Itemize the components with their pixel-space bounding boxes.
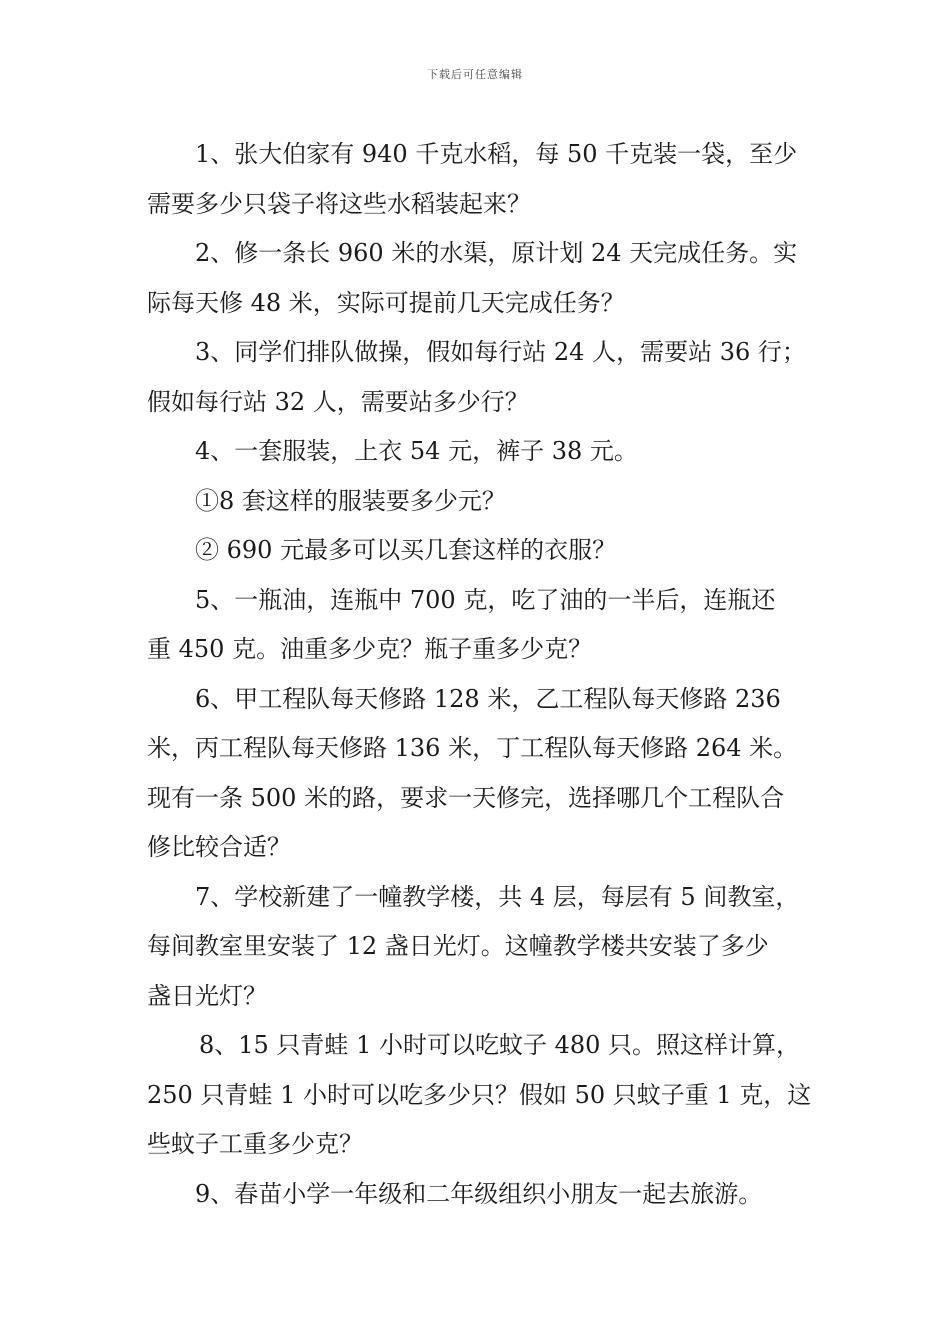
problem-6-line-1: 6、甲工程队每天修路 128 米，乙工程队每天修路 236 — [195, 684, 781, 713]
problem-3-line-2: 假如每行站 32 人，需要站多少行？ — [147, 387, 529, 416]
problem-4-line-1: 4、一套服装，上衣 54 元，裤子 38 元。 — [195, 437, 638, 465]
problem-2-line-2: 际每天修 48 米，实际可提前几天完成任务？ — [147, 288, 625, 317]
problem-1-line-1: 1、张大伯家有 940 千克水稻，每 50 千克装一袋，至少 — [195, 140, 798, 168]
document-body — [147, 130, 837, 1219]
problem-6-line-3: 现有一条 500 米的路，要求一天修完，选择哪几个工程队合 — [147, 783, 785, 812]
problem-6-line-4: 修比较合适？ — [147, 833, 291, 861]
problem-5-line-2: 重 450 克。油重多少克？瓶子重多少克？ — [147, 635, 593, 663]
problem-8-line-2: 250 只青蛙 1 小时可以吃多少只？假如 50 只蚊子重 1 克，这 — [147, 1080, 812, 1109]
problem-8-line-1: 8、15 只青蛙 1 小时可以吃蚊子 480 只。照这样计算， — [199, 1031, 801, 1059]
problem-5-line-1: 5、一瓶油，连瓶中 700 克，吃了油的一半后，连瓶还 — [195, 585, 776, 614]
problem-7-line-2: 每间教室里安装了 12 盏日光灯。这幢教学楼共安装了多少 — [147, 932, 769, 960]
problem-2-line-1: 2、修一条长 960 米的水渠，原计划 24 天完成任务。实 — [195, 239, 798, 267]
problem-9-line-1: 9、春苗小学一年级和二年级组织小朋友一起去旅游。 — [195, 1179, 763, 1208]
problem-7-line-1: 7、学校新建了一幢教学楼，共 4 层，每层有 5 间教室， — [195, 882, 800, 911]
problem-3-line-1: 3、同学们排队做操，假如每行站 24 人，需要站 36 行； — [195, 338, 806, 366]
problem-4-sub-1: ①8 套这样的服装要多少元？ — [195, 486, 506, 515]
problem-7-line-3: 盏日光灯？ — [147, 981, 267, 1010]
problem-4-sub-2: ② 690 元最多可以买几套这样的衣服？ — [195, 536, 617, 564]
problem-1-line-2: 需要多少只袋子将这些水稻装起来？ — [147, 189, 531, 218]
problem-6-line-2: 米，丙工程队每天修路 136 米，丁工程队每天修路 264 米。 — [147, 734, 798, 762]
page-header: 下载后可任意编辑 — [427, 68, 523, 81]
problem-8-line-3: 些蚊子工重多少克？ — [147, 1130, 363, 1158]
